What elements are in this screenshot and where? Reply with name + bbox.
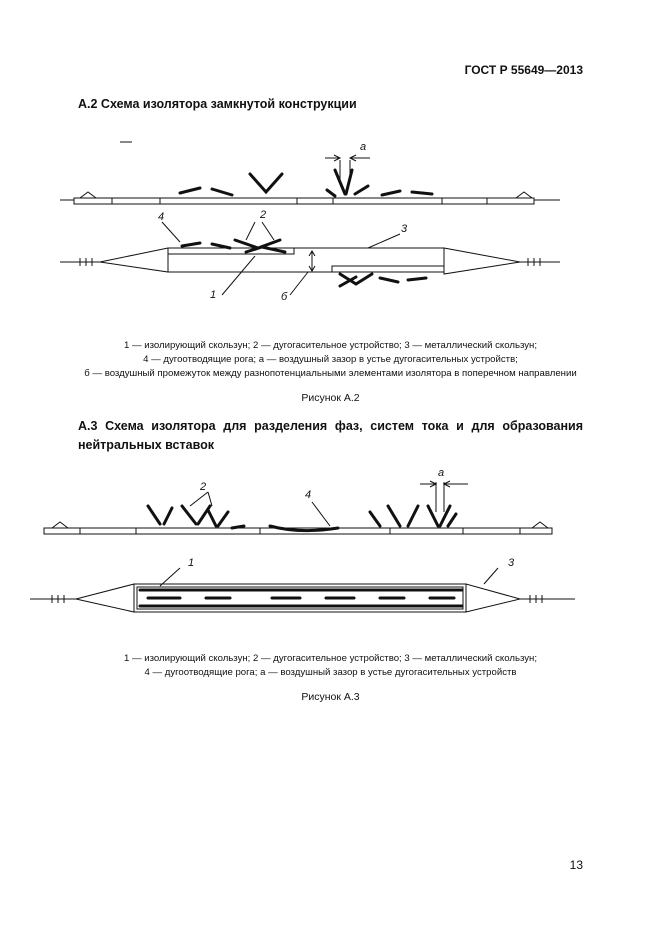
caption-a3: Рисунок А.3 bbox=[301, 691, 360, 703]
legend-a3-line1: 1 — изолирующий скользун; 2 — дугогасительное устройство; 3 — металлический скользун; bbox=[123, 653, 537, 664]
legend-a2-line3: б — воздушный промежуток между разнопотенциальными элементами изолятора в поперечном направлении bbox=[84, 368, 577, 379]
legend-a2-line2: 4 — дугоотводящие рога; а — воздушный зазор в устье дугогасительных устройств; bbox=[143, 354, 518, 365]
figure-a2-drawing bbox=[0, 130, 661, 330]
label-b: б bbox=[281, 291, 288, 303]
label-a3-1: 1 bbox=[188, 557, 195, 569]
label-1: 1 bbox=[210, 289, 217, 301]
label-4: 4 bbox=[158, 211, 165, 223]
label-a3-a: а bbox=[438, 467, 445, 479]
section-a3-title: А.3 Схема изолятора для разделения фаз, систем тока и для образования нейтральных вставок bbox=[78, 419, 583, 452]
caption-a2: Рисунок А.2 bbox=[301, 392, 360, 404]
legend-a2-line1: 1 — изолирующий скользун; 2 — дугогасительное устройство; 3 — металлический скользун; bbox=[123, 340, 537, 351]
label-a3-3: 3 bbox=[508, 557, 515, 569]
legend-a3-line2: 4 — дугоотводящие рога; а — воздушный зазор в устье дугогасительных устройств bbox=[144, 667, 517, 678]
label-a3-4: 4 bbox=[305, 489, 312, 501]
label-3: 3 bbox=[401, 223, 408, 235]
label-a3-2: 2 bbox=[200, 481, 207, 493]
figure-a3-drawing bbox=[0, 462, 661, 632]
label-2: 2 bbox=[260, 209, 267, 221]
label-a-top: а bbox=[360, 141, 367, 153]
page-number: 13 bbox=[569, 858, 583, 872]
section-a2-title: А.2 Схема изолятора замкнутой конструкции bbox=[78, 97, 357, 111]
standard-header: ГОСТ Р 55649—2013 bbox=[464, 63, 583, 77]
